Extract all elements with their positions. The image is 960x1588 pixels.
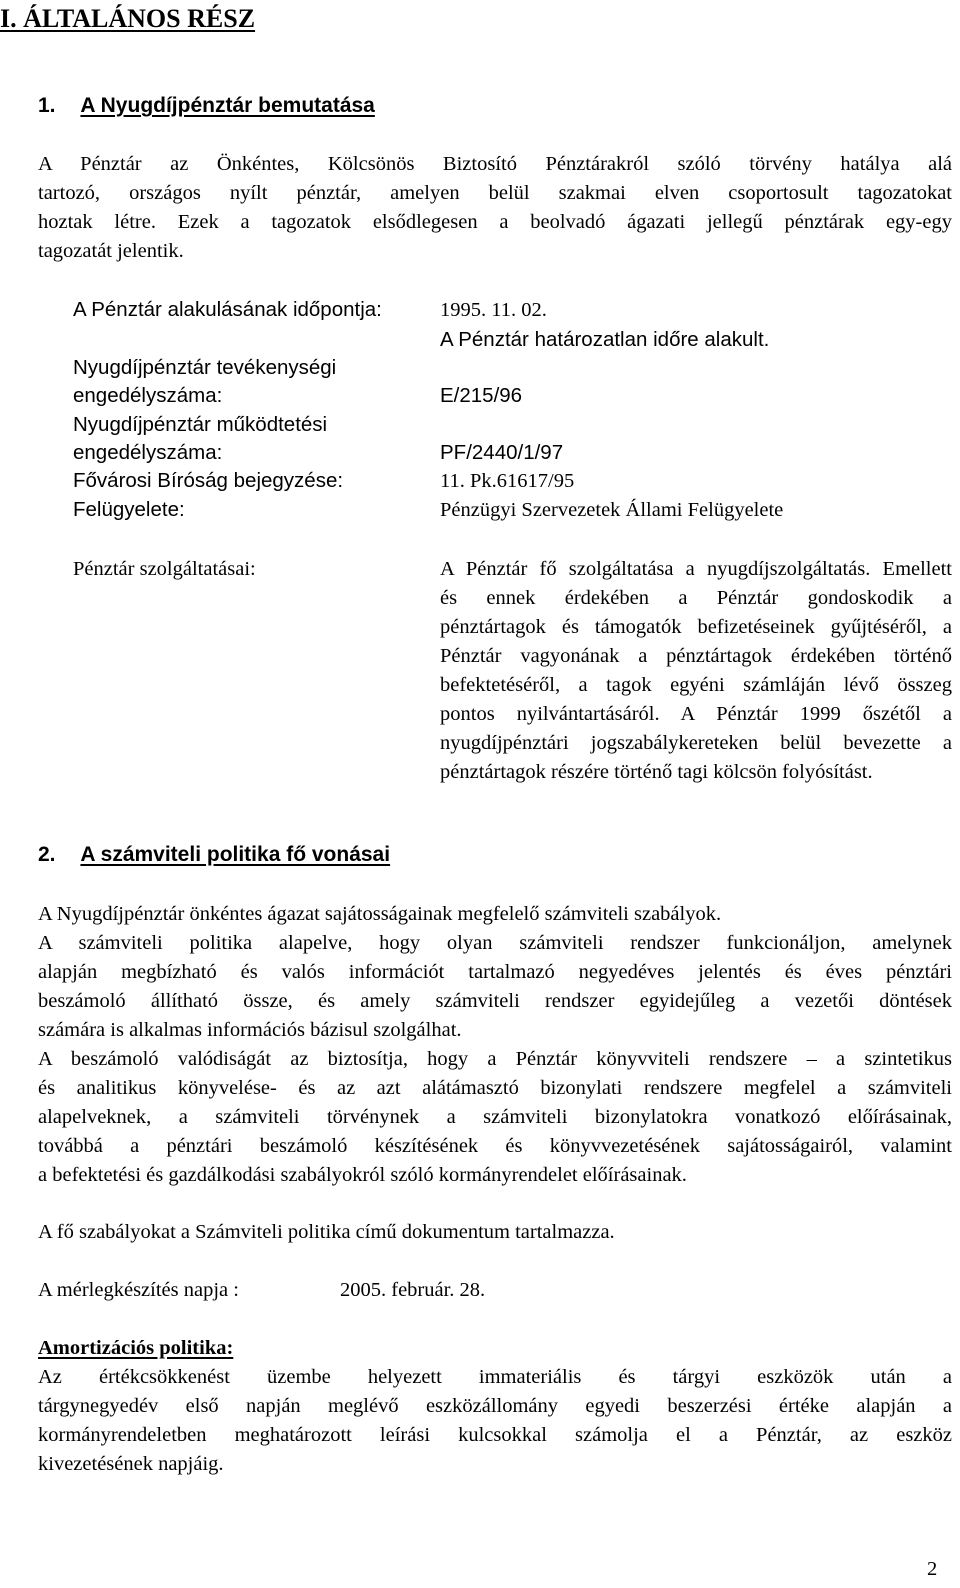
services-line: pontos nyilvántartásáról. A Pénztár 1999 őszétől a	[440, 703, 952, 725]
para-line: és analitikus könyvelése- és az azt alátámasztó bizonylati rendszere megfelel a számviteli	[38, 1077, 952, 1099]
amort-line: Az értékcsökkenést üzembe helyezett immateriális és tárgyi eszközök után a	[38, 1366, 952, 1388]
para-line: alapelveknek, a számviteli törvénynek a számviteli bizonylatokra vonatkozó előírásainak,	[38, 1106, 952, 1128]
services-line: pénztártagok és támogatók befizetéseinek gyűjtéséről, a	[440, 616, 952, 638]
intro-line: tartozó, országos nyílt pénztár, amelyen belül szakmai elven csoportosult tagozatokat	[38, 182, 952, 204]
para-line: beszámoló állítható össze, és amely számviteli rendszer egyidejűleg a vezetői döntések	[38, 990, 952, 1012]
section-2-number: 2.	[38, 843, 56, 866]
activity-value: E/215/96	[440, 384, 523, 407]
founded-value: 1995. 11. 02.	[440, 299, 547, 321]
intro-line: A Pénztár az Önkéntes, Kölcsönös Biztosító Pénztárakról szóló törvény hatálya alá	[38, 153, 952, 175]
court-value: 11. Pk.61617/95	[440, 470, 575, 492]
section-1-heading	[38, 94, 375, 118]
indefinite-note: A Pénztár határozatlan időre alakult.	[440, 328, 770, 351]
activity-label: engedélyszáma:	[73, 384, 223, 407]
services-line: pénztártagok részére történő tagi kölcsön folyósítást.	[440, 761, 873, 783]
policy-document-note: A fő szabályokat a Számviteli politika című dokumentum tartalmazza.	[38, 1221, 615, 1243]
court-label: Fővárosi Bíróság bejegyzése:	[73, 469, 344, 492]
services-label: Pénztár szolgáltatásai:	[73, 558, 256, 580]
section-title: I. ÁLTALÁNOS RÉSZ	[0, 4, 256, 33]
operating-value: PF/2440/1/97	[440, 441, 564, 464]
section-2-heading	[38, 843, 390, 867]
services-line: Pénztár vagyonának a pénztártagok érdekében történő	[440, 645, 952, 667]
founded-label: A Pénztár alakulásának időpontja:	[73, 298, 382, 321]
para-line: a befektetési és gazdálkodási szabályokról szóló kormányrendelet előírásainak.	[38, 1164, 687, 1186]
operating-label: engedélyszáma:	[73, 441, 223, 464]
amort-line: kormányrendeletben meghatározott leírási kulcsokkal számolja el a Pénztár, az eszköz	[38, 1424, 952, 1446]
amort-line: tárgynegyedév első napján meglévő eszközállomány egyedi beszerzési értéke alapján a	[38, 1395, 952, 1417]
supervision-label: Felügyelete:	[73, 498, 185, 521]
para-line: számára is alkalmas információs bázisul szolgálhat.	[38, 1019, 462, 1041]
amort-line: kivezetésének napjáig.	[38, 1453, 224, 1475]
intro-line: tagozatát jelentik.	[38, 240, 184, 262]
para-line: alapján megbízható és valós információt tartalmazó negyedéves jelentés és éves pénztári	[38, 961, 952, 983]
para-line: továbbá a pénztári beszámoló készítésének és könyvvezetésének sajátosságairól, valamint	[38, 1135, 952, 1157]
balance-date-label: A mérlegkészítés napja :	[38, 1279, 239, 1301]
services-line: és ennek érdekében a Pénztár gondoskodik a	[440, 587, 952, 609]
para-line: A számviteli politika alapelve, hogy olyan számviteli rendszer funkcionáljon, amelynek	[38, 932, 952, 954]
page-number: 2	[927, 1558, 938, 1580]
operating-label: Nyugdíjpénztár működtetési	[73, 413, 328, 436]
section-1-title: A Nyugdíjpénztár bemutatása	[80, 94, 375, 117]
balance-date-value: 2005. február. 28.	[340, 1279, 486, 1301]
section-1-number: 1.	[38, 94, 56, 117]
para-line: A Nyugdíjpénztár önkéntes ágazat sajátosságainak megfelelő számviteli szabályok.	[38, 903, 722, 925]
supervision-value: Pénzügyi Szervezetek Állami Felügyelete	[440, 499, 784, 521]
para-line: A beszámoló valódiságát az biztosítja, hogy a Pénztár könyvviteli rendszere – a szintetikus	[38, 1048, 952, 1070]
intro-line: hoztak létre. Ezek a tagozatok elsődlegesen a beolvadó ágazati jellegű pénztárak egy-egy	[38, 211, 952, 233]
services-line: nyugdíjpénztári jogszabálykereteken belül bevezette a	[440, 732, 952, 754]
amortization-title: Amortizációs politika:	[38, 1337, 234, 1359]
section-2-title: A számviteli politika fő vonásai	[80, 843, 391, 866]
services-line: befektetéséről, a tagok egyéni számláján lévő összeg	[440, 674, 952, 696]
activity-label: Nyugdíjpénztár tevékenységi	[73, 356, 337, 379]
services-line: A Pénztár fő szolgáltatása a nyugdíjszolgáltatás. Emellett	[440, 558, 952, 580]
